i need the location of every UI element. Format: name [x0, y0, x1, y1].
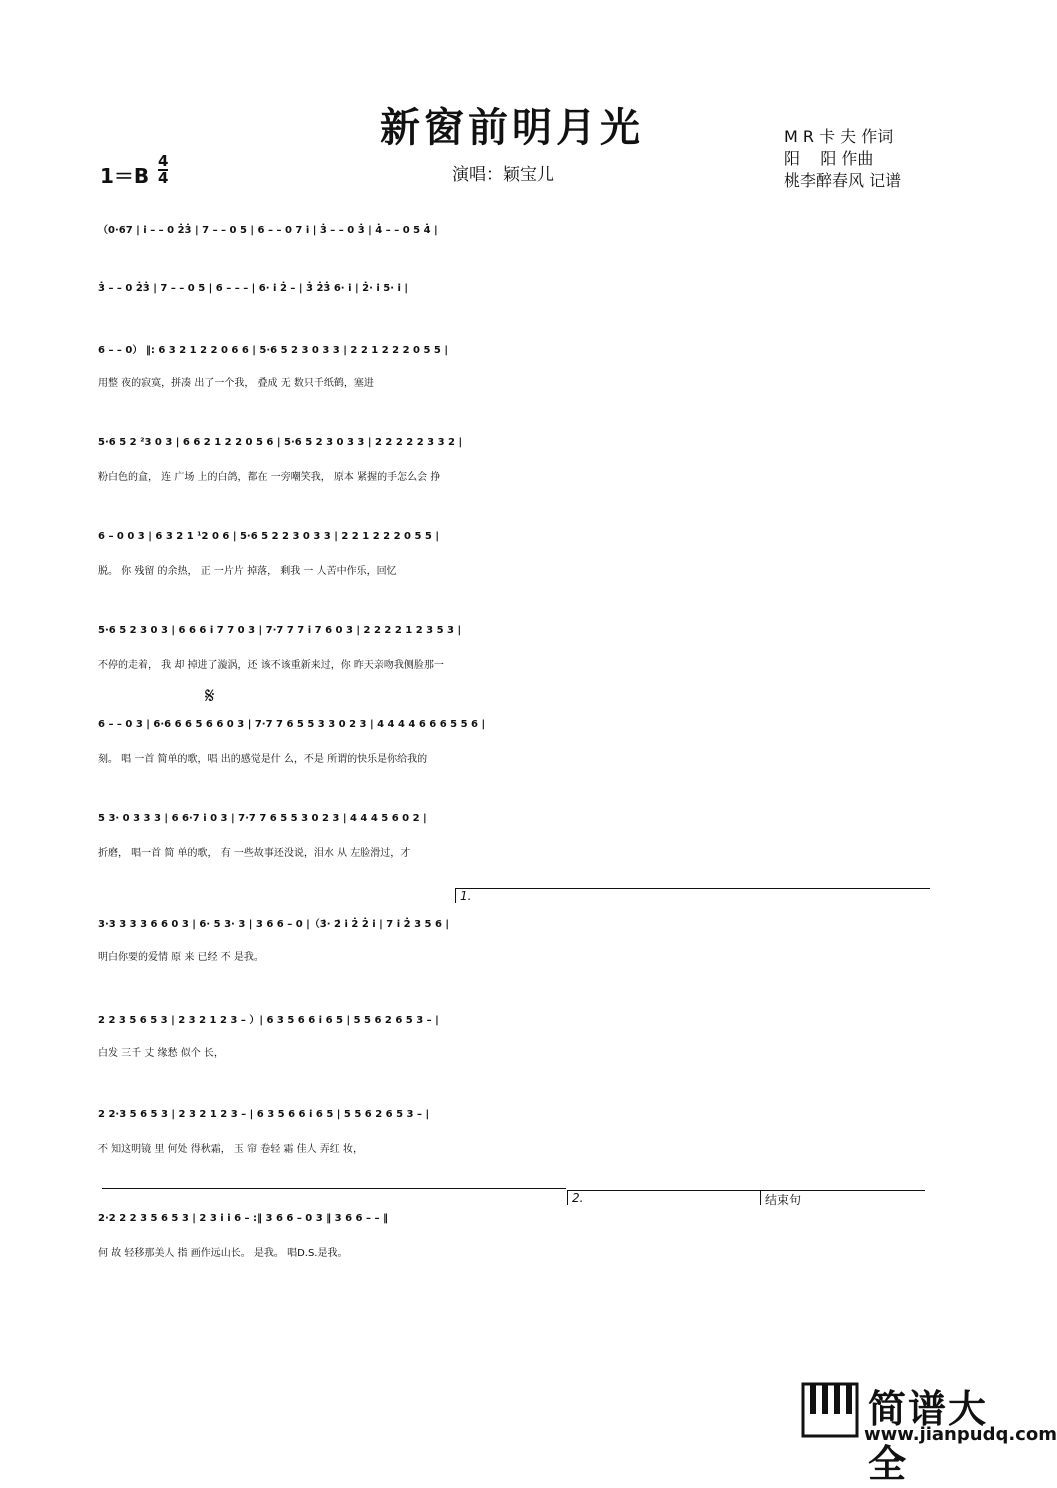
lyrics-line: 明白你要的爱情 原 来 已经 不 是我。	[98, 952, 264, 963]
credit-composer: 阳 阳 作曲	[784, 149, 874, 168]
ending-label: 结束句	[765, 1193, 802, 1207]
logo-url: www.jianpudq.com	[864, 1424, 1057, 1445]
score-row	[98, 996, 928, 1059]
singer: 演唱：颖宝儿	[452, 165, 554, 185]
score-row	[98, 206, 928, 254]
meter-bottom: 4	[158, 169, 169, 187]
lyrics-line: 白发 三千 丈 缘愁 似个 长，	[98, 1048, 224, 1059]
page-title: 新窗前明月光	[380, 104, 644, 151]
time-signature	[158, 154, 168, 186]
lyrics-line: 用整 夜的寂寞，拼凑 出了一个我， 叠成 无 数只千纸鹤，塞进	[98, 378, 374, 389]
lyrics-line: 不 知这明镜 里 何处 得秋霜， 玉 帘 卷轻 霜 佳人 弄红 妆，	[98, 1144, 363, 1155]
segno-sign: 𝄋	[205, 684, 215, 709]
score-row	[98, 326, 928, 389]
logo-name: 简谱大全	[868, 1387, 989, 1486]
notation-line: 2 2 3 5 6 5 3 | 2 3 2 1 2 3 – ）| 6 3 5 6 6 i̇ 6 5 | 5 5 6 2 6 5 3 – |	[98, 1014, 439, 1026]
credit-transcriber: 桃李醉春风 记谱	[784, 171, 902, 190]
score-row	[98, 1196, 928, 1259]
notation-line: 6 – 0 0 3 | 6 3 2 1 ¹2 0 6 | 5·6 5 2 2 3 0 3 3 | 2 2 1 2 2 2 0 5 5 |	[98, 530, 439, 542]
volta-1-label: 1.	[460, 889, 472, 903]
credits	[784, 126, 901, 192]
score-row	[98, 266, 928, 314]
score-row	[98, 796, 928, 859]
score-row	[98, 702, 928, 765]
notation-line: 5 3· 0 3 3 3 | 6 6·7 i̇ 0 3 | 7·7 7 6 5 5 3 0 2 3 | 4 4 4 5 6 0 2 |	[98, 812, 427, 824]
piano-logo-icon	[802, 1380, 858, 1440]
score-row	[98, 514, 928, 577]
lyrics-line: 粉白色的盒， 连 广场 上的白鸽，都在 一旁嘲笑我， 原本 紧握的手怎么会 挣	[98, 472, 441, 483]
notation-line: 2·2 2 2 3 5 6 5 3 | 2 3 i̇ i̇ 6 – :‖ 3 6 6 – 0 3 ‖ 3 6 6 – – ‖	[98, 1212, 388, 1224]
lyrics-line: 折磨， 唱一首 简 单的歌， 有 一些故事还没说，泪水 从 左脸滑过，才	[98, 848, 411, 859]
notation-line: 5·6 5 2 3 0 3 | 6 6 6 i̇ 7 7 0 3 | 7·7 7 7 i̇ 7 6 0 3 | 2 2 2 2 1 2 3 5 3 |	[98, 624, 462, 636]
key-signature: 1＝B	[100, 164, 150, 188]
volta-2-label: 2.	[572, 1191, 584, 1205]
notation-line: 6 – – 0 3 | 6·6 6 6 5 6 6 0 3 | 7·7 7 6 5 5 3 3 0 2 3 | 4 4 4 4 6 6 6 5 5 6 |	[98, 718, 486, 730]
notation-line: 5·6 5 2 ²3 0 3 | 6 6 2 1 2 2 0 5 6 | 5·6 5 2 3 0 3 3 | 2 2 2 2 2 3 3 2 |	[98, 436, 463, 448]
score-row	[98, 1092, 928, 1155]
lyrics-line: 脱。 你 残留 的余热， 正 一片片 掉落， 剩我 一 人苦中作乐，回忆	[98, 566, 397, 577]
ending-bracket	[760, 1190, 925, 1205]
lyrics-line: 何 故 轻移那美人 指 画作远山长。 是我。 唱D.S.是我。	[98, 1248, 348, 1259]
lyrics-line: 刻。 唱 一首 简单的歌，唱 出的感觉是什 么，不是 所谓的快乐是你给我的	[98, 754, 428, 765]
volta-2	[567, 1190, 762, 1205]
score-row	[98, 608, 928, 671]
credit-lyricist: M R 卡 夫 作词	[784, 127, 894, 146]
notation-line: 2 2·3 5 6 5 3 | 2 3 2 1 2 3 – | 6 3 5 6 6 i̇ 6 5 | 5 5 6 2 6 5 3 – |	[98, 1108, 430, 1120]
notation-line: （0·67 | i̇ – – 0 2̇3̇ | 7 – – 0 5 | 6 – – 0 7 i̇ | 3̇ – – 0 3̇ | 4̇ – – 0 5 4̇ |	[98, 224, 438, 236]
notation-line: 6 – – 0） ‖: 6 3 2 1 2 2 0 6 6 | 5·6 5 2 3 0 3 3 | 2 2 1 2 2 2 0 5 5 |	[98, 344, 448, 356]
volta-1	[455, 888, 930, 903]
meter-top: 4	[158, 152, 169, 170]
notation-line: 3·3 3 3 3 6 6 0 3 | 6· 5 3· 3 | 3 6 6 – 0 |（3̇· 2̇ i̇ 2̇ 2̇ i̇ | 7 i̇ 2̇ 3 5 6 |	[98, 918, 450, 930]
score-row	[98, 420, 928, 483]
notation-line: 3̇ – – 0 2̇3̇ | 7 – – 0 5 | 6 – – – | 6· i̇ 2̇ – | 3̇ 2̇3̇ 6· i̇ | 2̇· i̇ 5· i̇ |	[98, 282, 409, 294]
score-row	[98, 900, 928, 963]
lyrics-line: 不停的走着， 我 却 掉进了漩涡，还 该不该重新来过，你 昨天亲吻我侧脸那一	[98, 660, 444, 671]
volta-1-continued	[102, 1188, 566, 1203]
